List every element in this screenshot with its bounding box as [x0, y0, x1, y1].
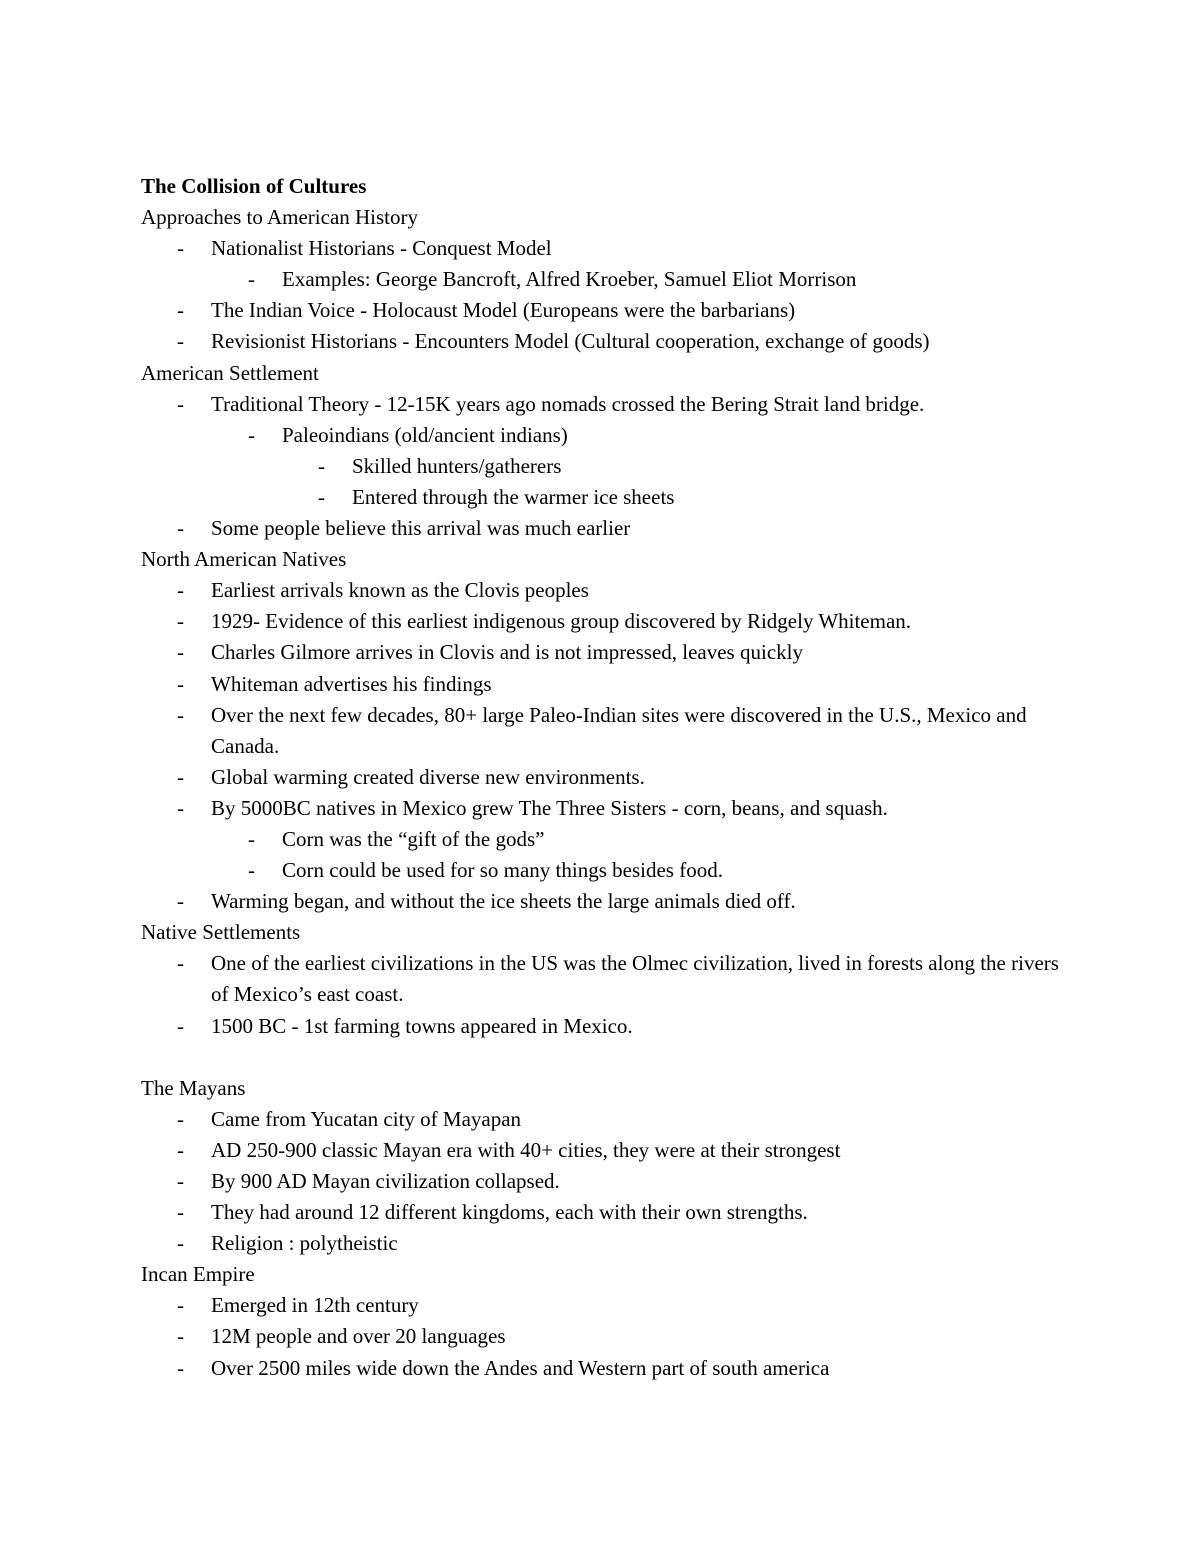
list-item: - By 5000BC natives in Mexico grew The Three Sisters - corn, beans, and squash.: [141, 793, 1081, 824]
list-item: - Some people believe this arrival was much earlier: [141, 513, 1081, 544]
list-item: - Emerged in 12th century: [141, 1290, 1081, 1321]
list-item: - Whiteman advertises his findings: [141, 669, 1081, 700]
bullet-dash: -: [177, 1137, 184, 1162]
bullet-dash: -: [177, 578, 184, 603]
list-item: - They had around 12 different kingdoms, each with their own strengths.: [141, 1197, 1081, 1228]
bullet-dash: -: [177, 329, 184, 354]
bullet-dash: -: [177, 516, 184, 541]
bullet-dash: -: [248, 858, 255, 883]
section-heading-incan: Incan Empire: [141, 1262, 255, 1287]
list-item: - Traditional Theory - 12-15K years ago nomads crossed the Bering Strait land bridge.: [141, 389, 1081, 420]
blank-line: [141, 1042, 1081, 1073]
list-item: - Nationalist Historians - Conquest Model: [141, 233, 1081, 264]
list-item: - The Indian Voice - Holocaust Model (Europeans were the barbarians): [141, 295, 1081, 326]
bullet-dash: -: [177, 1324, 184, 1349]
list-item: - Revisionist Historians - Encounters Model (Cultural cooperation, exchange of goods): [141, 326, 1081, 357]
list-item: - Charles Gilmore arrives in Clovis and is not impressed, leaves quickly: [141, 637, 1081, 668]
list-item: - Entered through the warmer ice sheets: [141, 482, 1081, 513]
bullet-dash: -: [177, 764, 184, 789]
list-item: - 1500 BC - 1st farming towns appeared in Mexico.: [141, 1011, 1081, 1042]
section-heading-approaches: Approaches to American History: [141, 205, 419, 230]
section-heading-native-settlements: Native Settlements: [141, 920, 301, 945]
section-heading-natives: North American Natives: [141, 547, 347, 572]
bullet-dash: -: [177, 702, 184, 727]
bullet-dash: -: [177, 671, 184, 696]
list-item: - Warming began, and without the ice sheets the large animals died off.: [141, 886, 1081, 917]
section-heading-settlement: American Settlement: [141, 360, 319, 385]
list-item: - Paleoindians (old/ancient indians): [141, 420, 1081, 451]
section-heading-mayans: The Mayans: [141, 1075, 246, 1100]
list-item: - One of the earliest civilizations in the US was the Olmec civilization, lived in forests along the rivers of Mexico’s east coast.: [141, 948, 1081, 1010]
bullet-dash: -: [248, 267, 255, 292]
list-item: - 12M people and over 20 languages: [141, 1321, 1081, 1352]
bullet-dash: -: [177, 391, 184, 416]
bullet-dash: -: [177, 1231, 184, 1256]
bullet-dash: -: [318, 484, 325, 509]
list-item: - Global warming created diverse new environments.: [141, 762, 1081, 793]
bullet-dash: -: [177, 1106, 184, 1131]
list-item: - Examples: George Bancroft, Alfred Kroeber, Samuel Eliot Morrison: [141, 264, 1081, 295]
bullet-dash: -: [177, 1013, 184, 1038]
bullet-dash: -: [248, 422, 255, 447]
list-item: - Over 2500 miles wide down the Andes and Western part of south america: [141, 1353, 1081, 1384]
list-item: - 1929- Evidence of this earliest indigenous group discovered by Ridgely Whiteman.: [141, 606, 1081, 637]
bullet-dash: -: [177, 889, 184, 914]
bullet-dash: -: [177, 795, 184, 820]
list-item: - Over the next few decades, 80+ large Paleo-Indian sites were discovered in the U.S., Mexico and Canada.: [141, 700, 1081, 762]
list-item: - Came from Yucatan city of Mayapan: [141, 1104, 1081, 1135]
list-item: - Skilled hunters/gatherers: [141, 451, 1081, 482]
document-title: The Collision of Cultures: [141, 174, 367, 198]
bullet-dash: -: [177, 951, 184, 976]
bullet-dash: -: [318, 453, 325, 478]
bullet-dash: -: [177, 609, 184, 634]
bullet-dash: -: [177, 1200, 184, 1225]
list-item: - Earliest arrivals known as the Clovis peoples: [141, 575, 1081, 606]
bullet-dash: -: [177, 1293, 184, 1318]
list-item: - Corn could be used for so many things besides food.: [141, 855, 1081, 886]
document-body: [141, 171, 1081, 1384]
list-item: - Religion : polytheistic: [141, 1228, 1081, 1259]
bullet-dash: -: [177, 298, 184, 323]
list-item: - Corn was the “gift of the gods”: [141, 824, 1081, 855]
list-item: - AD 250-900 classic Mayan era with 40+ cities, they were at their strongest: [141, 1135, 1081, 1166]
bullet-dash: -: [248, 826, 255, 851]
list-item: - By 900 AD Mayan civilization collapsed.: [141, 1166, 1081, 1197]
bullet-dash: -: [177, 236, 184, 261]
bullet-dash: -: [177, 1355, 184, 1380]
bullet-dash: -: [177, 640, 184, 665]
bullet-dash: -: [177, 1169, 184, 1193]
